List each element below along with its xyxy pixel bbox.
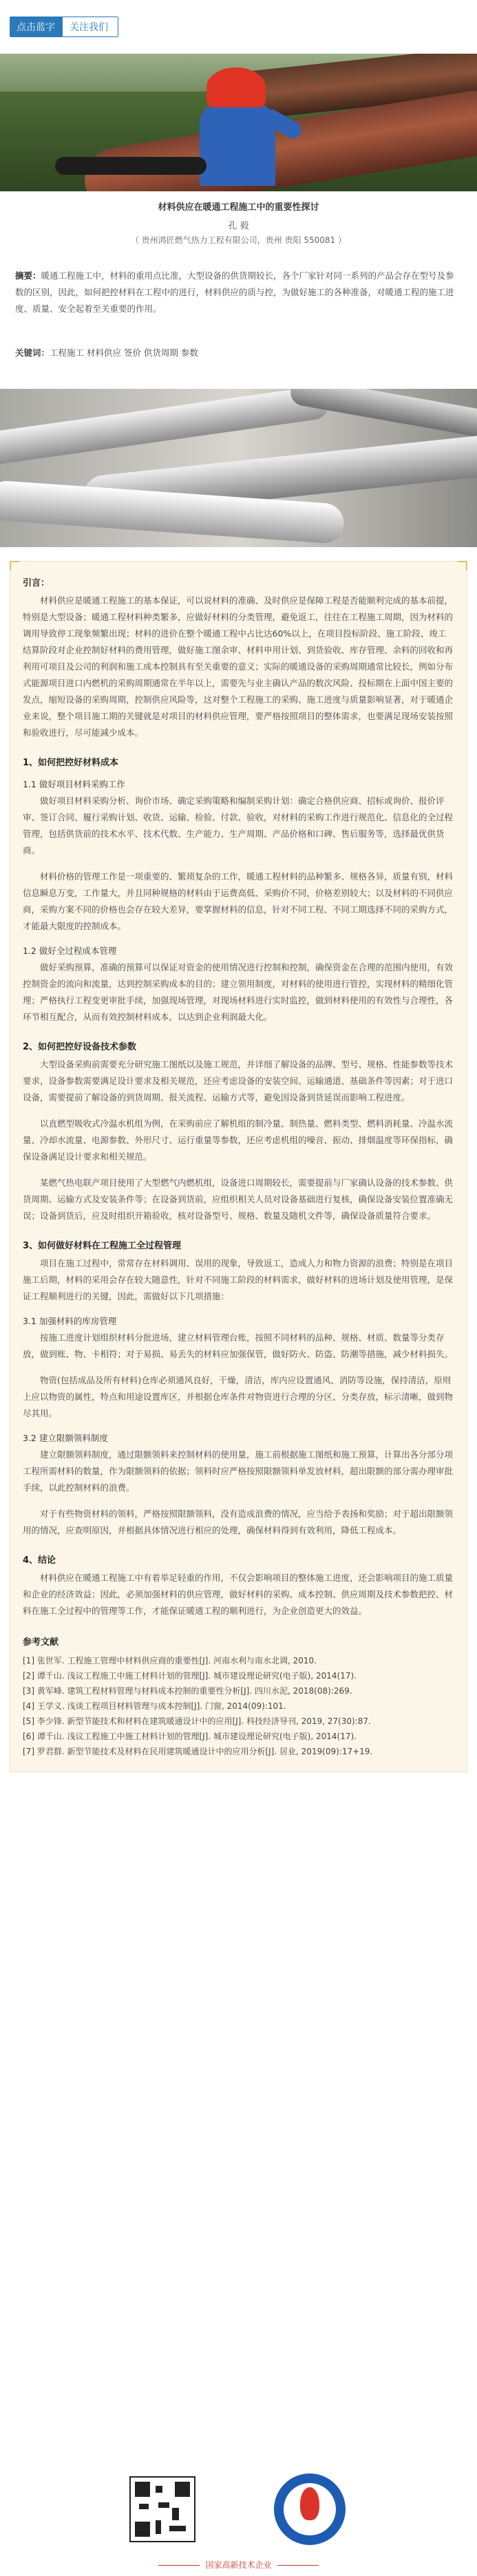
keywords [0, 345, 477, 361]
reference-item: [1] 张世军. 工程施工管理中材料供应商的重要性[J]. 河南水利与南水北调, 2010. [23, 1656, 317, 1665]
corner-decoration [10, 561, 19, 571]
section-heading: 4、结论 [23, 1555, 56, 1566]
corner-decoration [458, 561, 467, 571]
section-heading: 1、如何把控好材料成本 [23, 758, 119, 768]
author-name: 孔 毅 [228, 221, 249, 231]
references-heading: 参考文献 [23, 1637, 59, 1648]
paragraph: 做好项目材料采购分析、询价市场、确定采购策略和编制采购计划：确定合格供应商、招标或询价、报价评审、签订合同、履行采购计划、收货、运输、检验、付款、验收，对材料的采购工作进行规范化、信息化的全过程管理，包括供货前的技术水平、技术代数、生产能力、生产周期、产品价格和口碑、售后服务等，选择最优供货商。 [23, 796, 454, 855]
paragraph: 对于有些物资材料的领料，严格按照限额领料，没有造成浪费的情况，应当给予表扬和奖励；对于超出限额领用的情况，应查明原因，并根据具体情况进行相应的处理，确保材料得到有效利用，降低工程成本。 [23, 1509, 454, 1535]
reference-item: [6] 谭千山. 浅议工程施工中施工材料计划的管理[J]. 城市建设理论研究(电子版), 2014(17). [23, 1732, 357, 1741]
reference-item: [2] 谭千山. 浅议工程施工中施工材料计划的管理[J]. 城市建设理论研究(电子版), 2014(17). [23, 1671, 357, 1681]
paragraph: 建立限额领料制度，通过限额领料来控制材料的使用量，施工前根据施工图纸和施工预算，计算出各分部分项工程所需材料的数量，作为限额领料的依据；领料时应严格按照限额领料单发放材料，超出限额的部分需办理审批手续，以此控制材料的浪费。 [23, 1449, 454, 1493]
helmet-icon [206, 67, 266, 107]
paragraph: 材料供应在暖通工程施工中有着举足轻重的作用，不仅会影响项目的整体施工进度，还会影响项目的施工质量和企业的经济效益；因此，必须加强材料的供应管理，做好材料的采购、成本控制、供应周期及技术参数把控、材料在施工全过程中的管理等工作，才能保证暖通工程的顺利进行，为企业创造更大的效益。 [23, 1573, 454, 1616]
paragraph: 材料供应是暖通工程施工的基本保证，可以说材料的准确、及时供应是保障工程是否能顺利完成的基本前提，特别是大型设备；暖通工程材料种类繁多，应做好材料的分类管理，避免返工，往往在工程施工周期，因为材料的调用导致停工现象频繁出现；材料的进价在整个暖通工程中占比达60%以上，在项目投标阶段、施工阶段、竣工结算阶段对企业控制好材料的费用管理，做好施工图余审、材料申用计划、到货验收、库存管理、余料的回收和再利用可项目及公司的利润和施工成本控制具有至关重要的意义；实际的暖通设备的采购周期通常比较长，例如分布式能源项目进口内燃机的采购周期通常在半年以上，需要先与业主确认产品的数次风险、投标期在上面中国主要的发点，缩短设备的采购周期，控制供应风险等，这对整个工程施工的采购、施工进度与质量影响显著，对于暖通企业来说，整个项目施工期的关键就是对项目的材料供应管理，要严格按照项目的整体需求，也要满足现场安装按照和验收进行，尽可能减少成本。 [23, 595, 454, 738]
abstract-text: 暖通工程施工中，材料的重用点比准，大型设备的供货期较长，各个厂家针对同一系列的产品会存在型号及参数的区别，因此，如何把控材料在工程中的进行，材料供应的质与控，为做好施工的各种准备，对暖通工程的施工进度、质量、安全起着至关重要的作用。 [15, 270, 454, 314]
paragraph: 项目在施工过程中，常常存在材料调用、误用的现象，导致返工，造成人力和物力资源的浪费；特别是在项目施工后期，材料的采用会存在较大随意性，针对不同施工阶段的材料需求，做好材料的进场计划及使用管理，是保证工程顺利进行的关键，因此，需做好以下几项措施： [23, 1258, 454, 1301]
reference-item: [4] 王学义. 浅谈工程项目材料管理与成本控制[J]. 门窗, 2014(09):101. [23, 1701, 286, 1711]
author-affiliation: （ 贵州鸿匠燃气热力工程有限公司，贵州 贵阳 550081 ） [130, 235, 347, 245]
paragraph: 某燃气热电联产项目使用了大型燃气内燃机组，设备进口周期较长，需要提前与厂家确认设备的技术参数、供货周期、运输方式及安装条件等；在设备到货前，应组织相关人员对设备基础进行复核，确保设备安装位置准确无误；设备到货后，应及时组织开箱验收，核对设备型号、规格、数量及随机文件等，确保设备质量符合要求。 [23, 1178, 454, 1221]
paragraph: 物资(包括成品及所有材料)仓库必须通风良好，干燥，清洁，库内应设置通风、消防等设施，保持清洁，原则上应以物资的属性，特点和用途设置库区，并根据仓库条件对物资进行合理的分区、分类存放，标示清晰，做到物尽其用。 [23, 1375, 454, 1418]
reference-item: [5] 李少锋. 新型节能技术和材料在建筑暖通设计中的应用[J]. 科技经济导刊, 2019, 27(30):87. [23, 1716, 371, 1726]
pipes-banner-photo [0, 389, 477, 547]
subsection-heading: 1.1 做好项目材料采购工作 [23, 779, 125, 789]
section-heading: 3、如何做好材料在工程施工全过程管理 [23, 1241, 182, 1251]
follow-us-label: 关注我们 [62, 17, 118, 37]
paragraph: 按施工进度计划组织材料分批进场，建立材料管理台账，按照不同材料的品种、规格、材质、数量等分类存放，做到账、物、卡相符；对于易损、易丢失的材料应加强保管，做好防火、防盗、防潮等措施，减少材料损失。 [23, 1332, 454, 1359]
paragraph: 大型设备采购前需要充分研究施工图纸以及施工规范，并详细了解设备的品牌、型号、规格、性能参数等技术要求，设备参数需要满足设计要求及相关规范，还应考虑设备的安装空间、运输通道、基础条件等因素；对于进口设备，需要提前了解设备的到货周期、报关流程、运输方式等，避免因设备到货延误而影响工程进度。 [23, 1059, 454, 1103]
hero-photo [0, 54, 477, 191]
paragraph: 以直燃型吸收式冷温水机组为例，在采购前应了解机组的制冷量、制热量、燃料类型、燃料消耗量、冷温水流量、冷却水流量、电源参数、外形尺寸、运行重量等参数，还应考虑机组的噪音、振动、排烟温度等环保指标，确保设备满足设计要求和相关规范。 [23, 1118, 454, 1162]
intro-heading: 引言： [23, 578, 50, 588]
abstract-label: 摘要： [15, 270, 41, 281]
keywords-text: 工程施工 材料供应 签价 供货周期 参数 [50, 348, 198, 358]
follow-label: 点击蓝字 [17, 22, 55, 33]
footer-tagline [0, 2559, 477, 2570]
references-list [23, 1653, 454, 1759]
section-heading: 2、如何把控好设备技术参数 [23, 1042, 137, 1052]
subsection-heading: 3.2 建立限额领料制度 [23, 1433, 108, 1443]
paragraph: 做好采购预算，准确的预算可以保证对资金的使用情况进行控制和控制，确保资金在合理的范围内使用，有效控制资金的流向和流量，达到控制采购成本的目的；建立领用制度，对材料的使用进行管控，实现材料的精细化管理；严格执行工程变更审批手续，加强现场管理，对现场材料进行实时监控，做到材料使用的有效性与合理性，各环节相互配合，从而有效控制材料成本，以达到企业利润最大化。 [23, 962, 454, 1022]
reference-item: [3] 黄军峰. 建筑工程材料管理与材料成本控制的重要性分析[J]. 四川水泥, 2018(08):269. [23, 1686, 352, 1696]
abstract [0, 268, 477, 317]
article-title: 材料供应在暖通工程施工中的重要性探讨 [158, 202, 319, 213]
footer [0, 2464, 477, 2576]
qr-code-icon[interactable] [129, 2476, 195, 2542]
company-logo-icon [274, 2473, 346, 2545]
subsection-heading: 3.1 加强材料的库房管理 [23, 1316, 117, 1326]
reference-item: [7] 罗君群. 新型节能技术及材料在民用建筑暖通设计中的应用分析[J]. 居业, 2019(09):17+19. [23, 1747, 373, 1756]
subsection-heading: 1.2 做好全过程成本管理 [23, 946, 117, 956]
flame-icon [300, 2487, 319, 2520]
keywords-label: 关键词： [15, 348, 50, 358]
follow-button[interactable] [10, 17, 118, 37]
header-bar [0, 0, 477, 54]
tagline-text: 国家高新技术企业 [205, 2560, 272, 2570]
article-body [10, 561, 467, 1772]
paragraph: 材料价格的管理工作是一项重要的、繁琐复杂的工作，暖通工程材料的品种繁多、规格各异，质量有别，材料信息瞬息万变，工作量大，并且同种规格的材料由于运费高低、采购价不同，价格差别较大；以及材料的不同供应商，采购方案不同的价格也会存在较大差异，要掌握材料的信息，针对不同工程、不同工期选择不同的采购方式，才能最大限度的控制成本。 [23, 871, 454, 931]
